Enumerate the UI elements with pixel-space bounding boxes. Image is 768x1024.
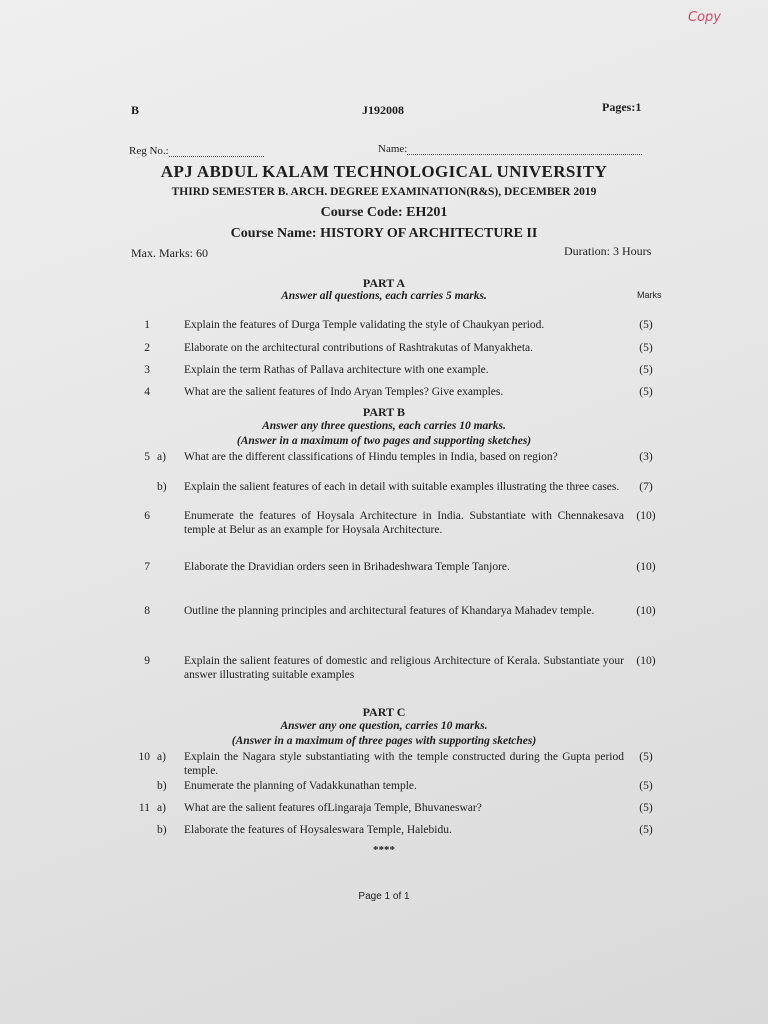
- question-number: 6: [144, 510, 150, 522]
- question-text: Elaborate the Dravidian orders seen in Brihadeshwara Temple Tanjore.: [184, 561, 510, 573]
- question-sub-label: b): [157, 780, 167, 792]
- question-marks: (5): [639, 780, 653, 792]
- part-b-instruction-note: (Answer in a maximum of two pages and supporting sketches): [236, 435, 532, 447]
- reg-no-field: [129, 145, 264, 157]
- question-text: Explain the term Rathas of Pallava architecture with one example.: [184, 364, 489, 376]
- part-a-title: PART A: [362, 276, 406, 290]
- question-marks: (10): [636, 605, 656, 617]
- marks-column-header: Marks: [637, 290, 662, 300]
- question-marks: (5): [639, 319, 653, 331]
- question-marks: (10): [636, 561, 656, 573]
- question-number: 5: [144, 451, 150, 463]
- question-number: 2: [144, 342, 150, 354]
- course-name: Course Name: HISTORY OF ARCHITECTURE II: [230, 226, 538, 241]
- handwritten-copy-note: Copy: [688, 10, 721, 25]
- duration: Duration: 3 Hours: [564, 244, 652, 258]
- end-marker: ****: [373, 844, 395, 856]
- question-marks: (5): [639, 342, 653, 354]
- question-text: Explain the features of Durga Temple validating the style of Chaukyan period.: [184, 319, 545, 331]
- question-text: What are the different classifications of Hindu temples in India, based on region?: [184, 451, 558, 463]
- paper-set: B: [131, 103, 140, 117]
- question-number: 10: [138, 751, 150, 763]
- question-number: 11: [138, 802, 150, 814]
- max-marks: Max. Marks: 60: [131, 246, 208, 260]
- question-text: Elaborate on the architectural contributions of Rashtrakutas of Manyakheta.: [184, 342, 534, 354]
- question-marks: (5): [639, 751, 653, 763]
- question-number: 9: [144, 655, 150, 667]
- question-marks: (5): [639, 802, 653, 814]
- question-sub-label: a): [157, 751, 166, 763]
- question-marks: (10): [636, 655, 656, 667]
- university-title: APJ ABDUL KALAM TECHNOLOGICAL UNIVERSITY: [160, 162, 608, 181]
- question-number: 7: [144, 561, 150, 573]
- question-text: Explain the Nagara style substantiating with the temple constructed during the Gupta period temple.: [184, 751, 624, 777]
- question-text: Explain the salient features of domestic and religious Architecture of Kerala. Substantiate your answer illustrating suitable examples: [184, 655, 624, 681]
- question-sub-label: a): [157, 802, 166, 814]
- part-b-instruction: Answer any three questions, each carries 10 marks.: [262, 420, 506, 432]
- part-c-title: PART C: [362, 705, 406, 719]
- exam-title: THIRD SEMESTER B. ARCH. DEGREE EXAMINATION(R&S), DECEMBER 2019: [171, 186, 597, 198]
- question-number: 8: [144, 605, 150, 617]
- question-marks: (5): [639, 364, 653, 376]
- name-label: Name:: [378, 143, 408, 155]
- question-text: Elaborate the features of Hoysaleswara Temple, Halebidu.: [184, 824, 452, 836]
- paper-code: J192008: [362, 103, 404, 117]
- question-text: Outline the planning principles and architectural features of Khandarya Mahadev temple.: [184, 605, 595, 617]
- question-number: 1: [144, 319, 150, 331]
- question-text: Enumerate the planning of Vadakkunathan temple.: [184, 780, 417, 792]
- part-c-instruction-note: (Answer in a maximum of three pages with supporting sketches): [231, 735, 537, 747]
- reg-no-label: Reg No.:: [129, 145, 169, 157]
- question-sub-label: b): [157, 824, 167, 836]
- page-count: Pages:1: [602, 100, 642, 114]
- part-c-instruction: Answer any one question, carries 10 marks.: [280, 720, 488, 732]
- question-text: What are the salient features of Indo Aryan Temples? Give examples.: [184, 386, 504, 398]
- question-text: Enumerate the features of Hoysala Architecture in India. Substantiate with Chennakesava temple at Belur as an example for Hoysala Architecture.: [184, 510, 624, 536]
- page-footer: Page 1 of 1: [358, 891, 410, 902]
- part-b-title: PART B: [362, 405, 406, 419]
- question-marks: (5): [639, 824, 653, 836]
- question-marks: (5): [639, 386, 653, 398]
- question-sub-label: b): [157, 481, 167, 493]
- question-marks: (7): [639, 481, 653, 493]
- question-number: 4: [144, 386, 150, 398]
- part-a-instruction: Answer all questions, each carries 5 marks.: [281, 290, 487, 302]
- question-marks: (3): [639, 451, 653, 463]
- question-marks: (10): [636, 510, 656, 522]
- question-text: What are the salient features ofLingaraja Temple, Bhuvaneswar?: [184, 802, 482, 814]
- question-number: 3: [144, 364, 150, 376]
- question-text: Explain the salient features of each in detail with suitable examples illustrating the three cases.: [184, 481, 620, 493]
- question-sub-label: a): [157, 451, 166, 463]
- name-field: [378, 143, 642, 155]
- course-code: Course Code: EH201: [320, 205, 448, 220]
